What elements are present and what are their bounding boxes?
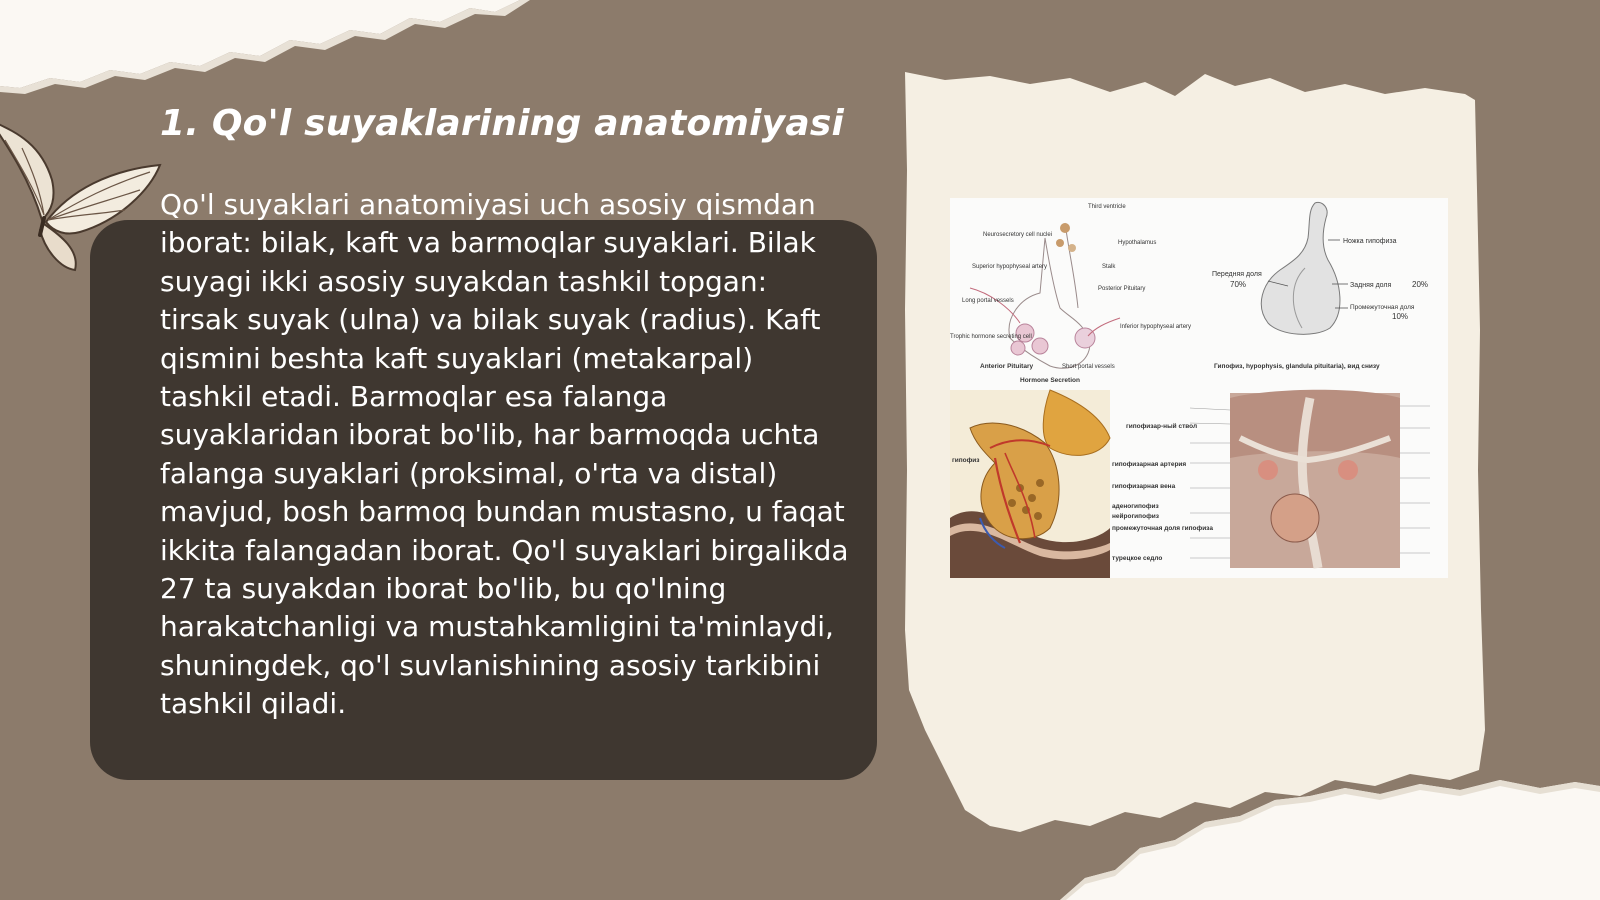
section-label-sella: турецкое седло bbox=[1112, 555, 1163, 562]
diag-label-anterior-pituitary: Anterior Pituitary bbox=[980, 363, 1034, 370]
diag-label-posterior-pituitary: Posterior Pituitary bbox=[1098, 286, 1146, 292]
gland-label-10: 10% bbox=[1392, 312, 1409, 321]
diag-label-hypothalamus: Hypothalamus bbox=[1118, 240, 1157, 246]
gland-label-20: 20% bbox=[1412, 280, 1429, 289]
slide-body-text: Qo'l suyaklari anatomiyasi uch asosiy qismdan iborat: bilak, kaft va barmoqlar suyaklari. Bilak suyagi ikki asosiy suyakdan tashkil topgan: tirsak suyak (ulna) va bilak suyak (radius). Kaft qismini beshta kaft suyaklari (metakarpal) tashkil etadi. Barmoqlar esa falanga suyaklaridan iborat bo'lib, har barmoqda uchta falanga suyaklari (proksimal, o'rta va distal) mavjud, bosh barmoq bundan mustasno, u faqat ikkita falangadan iborat. Qo'l suyaklari birgalikda 27 ta suyakdan iborat bo'lib, bu qo'lning harakatchanligi va mustahkamligini ta'minlaydi, shuningdek, qo'l suvlanishining asosiy tarkibini tashkil qiladi. bbox=[160, 188, 849, 721]
section-label-adeno: аденогипофиз bbox=[1112, 503, 1159, 510]
section-label-vein: гипофизарная вена bbox=[1112, 483, 1176, 490]
brain-caption: Гипофиз, hypophysis, glandula pituitaria), вид снизу bbox=[1214, 363, 1380, 370]
diag-label-hormone-secretion: Hormone Secretion bbox=[1020, 377, 1080, 384]
diag-label-third-ventricle: Third ventricle bbox=[1088, 204, 1126, 210]
gland-label-intermediate: Промежуточная доля bbox=[1350, 304, 1415, 311]
diag-label-stalk: Stalk bbox=[1102, 264, 1116, 270]
pituitary-anatomy-figure bbox=[950, 198, 1448, 578]
diag-label-long-portal: Long portal vessels bbox=[962, 298, 1014, 304]
diag-label-trophic-cell: Trophic hormone secreting cell bbox=[950, 334, 1032, 340]
diag-label-neurosecretory: Neurosecretory cell nuclei bbox=[983, 232, 1053, 238]
diag-label-inferior-artery: Inferior hypophyseal artery bbox=[1120, 324, 1192, 330]
brain-underside-drawing bbox=[1190, 363, 1430, 568]
hypothalamic-pituitary-diagram bbox=[950, 204, 1191, 384]
gland-label-anterior: Передняя доля bbox=[1212, 271, 1262, 278]
gland-label-stalk: Ножка гипофиза bbox=[1343, 238, 1397, 245]
diag-label-superior-artery: Superior hypophyseal artery bbox=[972, 264, 1048, 270]
gland-label-70: 70% bbox=[1230, 280, 1247, 289]
pituitary-gland-drawing bbox=[1212, 202, 1428, 334]
section-label-neuro: нейрогипофиз bbox=[1112, 513, 1159, 520]
section-label-artery: гипофизарная артерия bbox=[1112, 461, 1187, 468]
gland-label-posterior: Задняя доля bbox=[1350, 282, 1392, 289]
pituitary-cross-section bbox=[950, 390, 1110, 578]
section-label-intermediate: промежуточная доля гипофиза bbox=[1112, 525, 1213, 532]
slide-title: 1. Qo'l suyaklarining anatomiyasi bbox=[160, 103, 845, 144]
section-label-gland: гипофиз bbox=[952, 457, 980, 464]
section-label-stalk: гипофизар-ный ствол bbox=[1126, 423, 1198, 430]
diag-label-short-portal: Short portal vessels bbox=[1062, 364, 1115, 370]
